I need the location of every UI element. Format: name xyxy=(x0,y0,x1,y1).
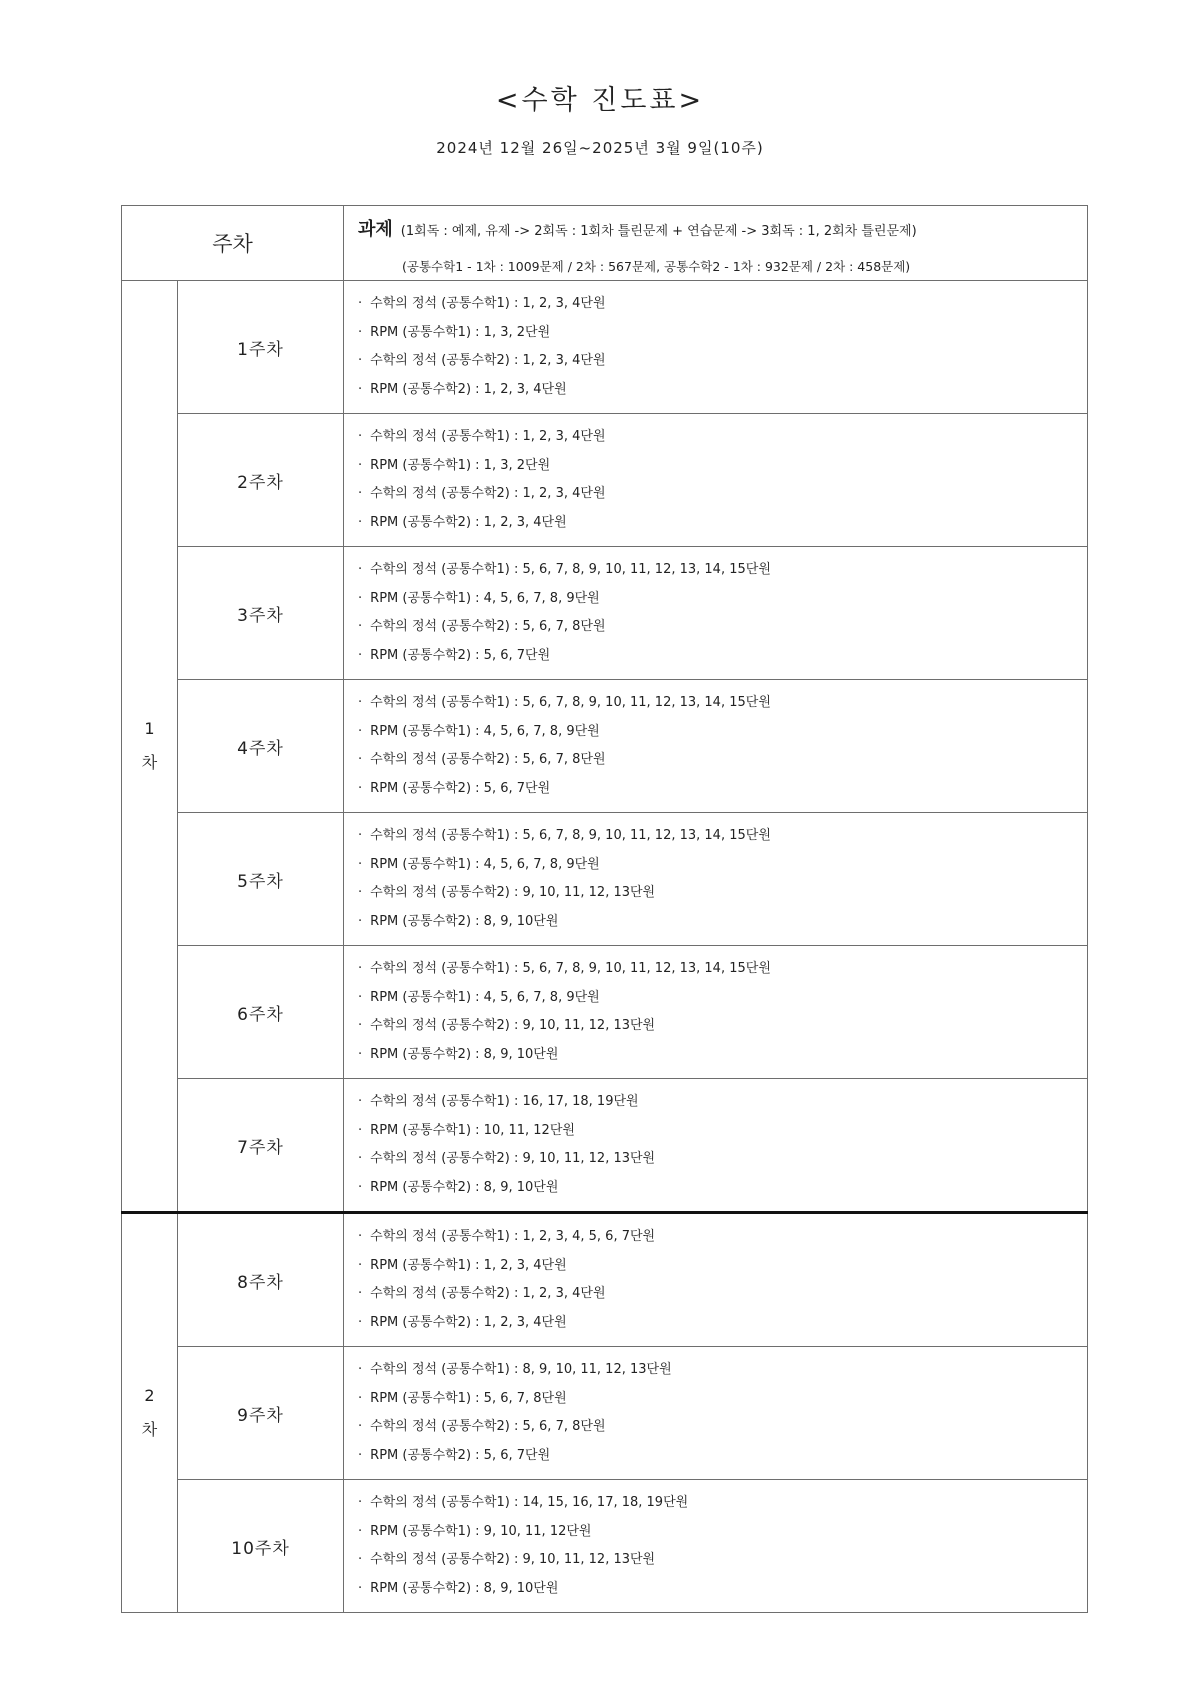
list-item: · 수학의 정석 (공통수학2) : 9, 10, 11, 12, 13단원 xyxy=(358,1151,656,1166)
phase-1-cell xyxy=(122,281,178,1213)
list-item: · RPM (공통수학2) : 5, 6, 7단원 xyxy=(358,1447,551,1463)
week-label: 2주차 xyxy=(178,414,344,547)
phase-suffix: 차 xyxy=(141,1420,158,1439)
list-item: · 수학의 정석 (공통수학1) : 5, 6, 7, 8, 9, 10, 11, 12, 13, 14, 15단원 xyxy=(358,961,771,976)
list-item: · RPM (공통수학1) : 4, 5, 6, 7, 8, 9단원 xyxy=(358,856,600,872)
list-item: · 수학의 정석 (공통수학2) : 1, 2, 3, 4단원 xyxy=(358,353,606,368)
week-tasks xyxy=(344,813,1088,946)
table-row xyxy=(122,1079,1088,1213)
list-item: · 수학의 정석 (공통수학2) : 5, 6, 7, 8단원 xyxy=(358,752,606,767)
table-row xyxy=(122,1347,1088,1480)
list-item: · 수학의 정석 (공통수학2) : 5, 6, 7, 8단원 xyxy=(358,619,606,634)
list-item: · RPM (공통수학2) : 5, 6, 7단원 xyxy=(358,780,551,796)
week-tasks xyxy=(344,1480,1088,1613)
week-tasks xyxy=(344,946,1088,1079)
task-rule-text: (1회독 : 예제, 유제 -> 2회독 : 1회차 틀린문제 + 연습문제 -> 3회독 : 1, 2회차 틀린문제) xyxy=(400,224,917,239)
week-label: 4주차 xyxy=(178,680,344,813)
list-item: · 수학의 정석 (공통수학2) : 1, 2, 3, 4단원 xyxy=(358,1286,606,1301)
list-item: · 수학의 정석 (공통수학1) : 8, 9, 10, 11, 12, 13단원 xyxy=(358,1362,672,1377)
task-count-text: (공통수학1 - 1차 : 1009문제 / 2차 : 567문제, 공통수학2 - 1차 : 932문제 / 2차 : 458문제) xyxy=(402,259,911,274)
list-item: · RPM (공통수학2) : 1, 2, 3, 4단원 xyxy=(358,381,567,397)
page-title: <수학 진도표> xyxy=(495,85,705,116)
list-item: · 수학의 정석 (공통수학2) : 9, 10, 11, 12, 13단원 xyxy=(358,1018,656,1033)
table-row xyxy=(122,813,1088,946)
task-column-header xyxy=(344,206,1088,281)
phase-2-cell xyxy=(122,1213,178,1613)
list-item: · RPM (공통수학1) : 5, 6, 7, 8단원 xyxy=(358,1390,567,1406)
table-row xyxy=(122,414,1088,547)
list-item: · RPM (공통수학2) : 8, 9, 10단원 xyxy=(358,913,559,929)
progress-table xyxy=(121,205,1088,1613)
week-tasks xyxy=(344,1079,1088,1213)
list-item: · RPM (공통수학2) : 1, 2, 3, 4단원 xyxy=(358,514,567,530)
week-label: 1주차 xyxy=(178,281,344,414)
list-item: · 수학의 정석 (공통수학1) : 1, 2, 3, 4단원 xyxy=(358,296,606,311)
phase-number: 2 xyxy=(144,1386,155,1405)
task-header-label: 과제 xyxy=(358,219,393,240)
list-item: · 수학의 정석 (공통수학2) : 9, 10, 11, 12, 13단원 xyxy=(358,1552,656,1567)
week-tasks xyxy=(344,281,1088,414)
list-item: · 수학의 정석 (공통수학1) : 14, 15, 16, 17, 18, 19단원 xyxy=(358,1495,689,1510)
week-label: 6주차 xyxy=(178,946,344,1079)
date-range: 2024년 12월 26일~2025년 3월 9일(10주) xyxy=(436,139,764,157)
list-item: · 수학의 정석 (공통수학1) : 1, 2, 3, 4단원 xyxy=(358,429,606,444)
phase-number: 1 xyxy=(144,719,155,738)
week-tasks xyxy=(344,680,1088,813)
table-row xyxy=(122,1213,1088,1347)
list-item: · 수학의 정석 (공통수학2) : 9, 10, 11, 12, 13단원 xyxy=(358,885,656,900)
table-row xyxy=(122,1480,1088,1613)
list-item: · RPM (공통수학1) : 1, 2, 3, 4단원 xyxy=(358,1257,567,1273)
week-label: 7주차 xyxy=(178,1079,344,1213)
week-tasks xyxy=(344,414,1088,547)
table-row xyxy=(122,946,1088,1079)
list-item: · RPM (공통수학2) : 8, 9, 10단원 xyxy=(358,1580,559,1596)
list-item: · 수학의 정석 (공통수학1) : 5, 6, 7, 8, 9, 10, 11, 12, 13, 14, 15단원 xyxy=(358,695,771,710)
list-item: · RPM (공통수학2) : 1, 2, 3, 4단원 xyxy=(358,1314,567,1330)
week-label: 9주차 xyxy=(178,1347,344,1480)
list-item: · 수학의 정석 (공통수학2) : 1, 2, 3, 4단원 xyxy=(358,486,606,501)
table-row xyxy=(122,281,1088,414)
list-item: · RPM (공통수학1) : 1, 3, 2단원 xyxy=(358,457,551,473)
week-tasks xyxy=(344,547,1088,680)
week-label: 3주차 xyxy=(178,547,344,680)
week-column-header: 주차 xyxy=(122,206,344,281)
table-row xyxy=(122,547,1088,680)
week-label: 10주차 xyxy=(178,1480,344,1613)
week-tasks xyxy=(344,1213,1088,1347)
table-row xyxy=(122,680,1088,813)
week-label: 5주차 xyxy=(178,813,344,946)
list-item: · RPM (공통수학2) : 8, 9, 10단원 xyxy=(358,1046,559,1062)
list-item: · 수학의 정석 (공통수학1) : 5, 6, 7, 8, 9, 10, 11, 12, 13, 14, 15단원 xyxy=(358,562,771,577)
list-item: · 수학의 정석 (공통수학1) : 5, 6, 7, 8, 9, 10, 11, 12, 13, 14, 15단원 xyxy=(358,828,771,843)
list-item: · RPM (공통수학1) : 4, 5, 6, 7, 8, 9단원 xyxy=(358,989,600,1005)
list-item: · 수학의 정석 (공통수학2) : 5, 6, 7, 8단원 xyxy=(358,1419,606,1434)
list-item: · RPM (공통수학1) : 10, 11, 12단원 xyxy=(358,1122,575,1138)
week-label: 8주차 xyxy=(178,1213,344,1347)
week-tasks xyxy=(344,1347,1088,1480)
list-item: · RPM (공통수학1) : 4, 5, 6, 7, 8, 9단원 xyxy=(358,723,600,739)
list-item: · RPM (공통수학1) : 4, 5, 6, 7, 8, 9단원 xyxy=(358,590,600,606)
list-item: · 수학의 정석 (공통수학1) : 1, 2, 3, 4, 5, 6, 7단원 xyxy=(358,1229,656,1244)
list-item: · RPM (공통수학1) : 9, 10, 11, 12단원 xyxy=(358,1523,592,1539)
header-row xyxy=(122,206,1088,281)
phase-suffix: 차 xyxy=(141,753,158,772)
list-item: · 수학의 정석 (공통수학1) : 16, 17, 18, 19단원 xyxy=(358,1094,639,1109)
list-item: · RPM (공통수학2) : 5, 6, 7단원 xyxy=(358,647,551,663)
list-item: · RPM (공통수학2) : 8, 9, 10단원 xyxy=(358,1179,559,1195)
list-item: · RPM (공통수학1) : 1, 3, 2단원 xyxy=(358,324,551,340)
